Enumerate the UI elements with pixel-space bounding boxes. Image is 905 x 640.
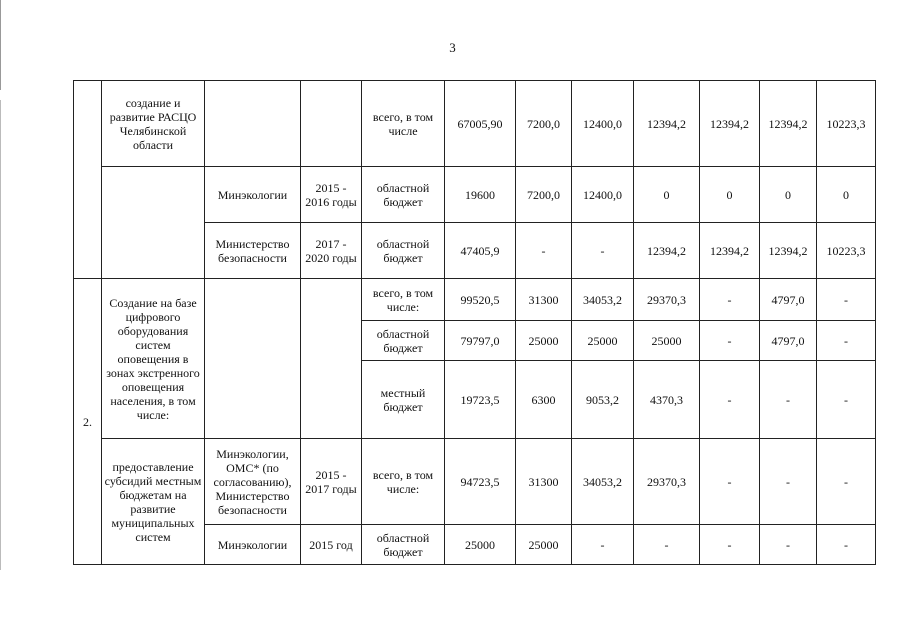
source-cell: всего, в том числе	[362, 81, 445, 167]
value-cell: -	[760, 525, 817, 565]
value-cell: -	[572, 525, 634, 565]
measure-cell: создание и развитие РАСЦО Челябинской области	[102, 81, 205, 167]
value-cell: 9053,2	[572, 361, 634, 439]
value-cell: -	[700, 279, 760, 321]
value-cell: 29370,3	[634, 279, 700, 321]
value-cell: 0	[760, 167, 817, 223]
value-cell: -	[817, 321, 876, 361]
value-cell: 12400,0	[572, 81, 634, 167]
table-row	[74, 167, 876, 223]
value-cell: -	[817, 439, 876, 525]
value-cell: -	[700, 439, 760, 525]
value-cell: 4370,3	[634, 361, 700, 439]
value-total-cell: 67005,90	[445, 81, 516, 167]
period-cell: 2017 - 2020 годы	[301, 223, 362, 279]
value-cell: 34053,2	[572, 439, 634, 525]
value-cell: -	[634, 525, 700, 565]
executor-cell-empty	[205, 279, 301, 439]
value-cell: 10223,3	[817, 81, 876, 167]
source-cell: всего, в том числе:	[362, 279, 445, 321]
value-cell: 7200,0	[516, 81, 572, 167]
period-cell: 2015 - 2017 годы	[301, 439, 362, 525]
value-cell: -	[700, 321, 760, 361]
value-cell: -	[760, 361, 817, 439]
value-cell: -	[516, 223, 572, 279]
row-number-cell: 2.	[74, 279, 102, 565]
table-row	[74, 279, 876, 321]
period-cell: 2015 год	[301, 525, 362, 565]
executor-cell: Министерство безопасности	[205, 223, 301, 279]
period-cell-empty	[301, 279, 362, 439]
table-row	[74, 439, 876, 525]
value-cell: 25000	[516, 321, 572, 361]
value-cell: 25000	[572, 321, 634, 361]
value-cell: -	[572, 223, 634, 279]
measure-cell: предоставление субсидий местным бюджетам на развитие муниципальных систем	[102, 439, 205, 565]
value-cell: 4797,0	[760, 279, 817, 321]
value-cell: -	[817, 525, 876, 565]
value-cell: -	[817, 279, 876, 321]
value-cell: 10223,3	[817, 223, 876, 279]
value-cell: 25000	[634, 321, 700, 361]
value-cell: 6300	[516, 361, 572, 439]
value-cell: 7200,0	[516, 167, 572, 223]
value-cell: 12394,2	[760, 223, 817, 279]
value-total-cell: 19600	[445, 167, 516, 223]
value-cell: -	[700, 525, 760, 565]
value-cell: 12394,2	[634, 223, 700, 279]
value-cell: 31300	[516, 439, 572, 525]
page-edge-shadow-lower	[0, 100, 1, 570]
table-row	[74, 81, 876, 167]
source-cell: областной бюджет	[362, 167, 445, 223]
value-cell: 12394,2	[700, 223, 760, 279]
value-cell: 25000	[516, 525, 572, 565]
value-total-cell: 25000	[445, 525, 516, 565]
executor-cell	[205, 81, 301, 167]
value-cell: 0	[817, 167, 876, 223]
value-total-cell: 19723,5	[445, 361, 516, 439]
value-cell: 0	[634, 167, 700, 223]
value-total-cell: 99520,5	[445, 279, 516, 321]
value-cell: 4797,0	[760, 321, 817, 361]
period-cell: 2015 - 2016 годы	[301, 167, 362, 223]
value-cell: 34053,2	[572, 279, 634, 321]
page-number: 3	[449, 40, 456, 55]
value-cell: 12394,2	[760, 81, 817, 167]
measure-cell: Создание на базе цифрового оборудования систем оповещения в зонах экстренного оповещения населения, в том числе:	[102, 279, 205, 439]
value-total-cell: 79797,0	[445, 321, 516, 361]
value-cell: -	[700, 361, 760, 439]
value-cell: 31300	[516, 279, 572, 321]
executor-cell: Минэкологии	[205, 525, 301, 565]
executor-cell: Минэкологии, ОМС* (по согласованию), Министерство безопасности	[205, 439, 301, 525]
value-cell: 0	[700, 167, 760, 223]
value-total-cell: 94723,5	[445, 439, 516, 525]
value-cell: 12394,2	[700, 81, 760, 167]
value-cell: 12400,0	[572, 167, 634, 223]
value-cell: 29370,3	[634, 439, 700, 525]
source-cell: областной бюджет	[362, 525, 445, 565]
period-cell	[301, 81, 362, 167]
row-number-cell	[74, 81, 102, 279]
executor-cell: Минэкологии	[205, 167, 301, 223]
value-cell: 12394,2	[634, 81, 700, 167]
source-cell: всего, в том числе:	[362, 439, 445, 525]
value-cell: -	[760, 439, 817, 525]
value-total-cell: 47405,9	[445, 223, 516, 279]
program-measures-table	[73, 80, 876, 565]
value-cell: -	[817, 361, 876, 439]
source-cell: областной бюджет	[362, 321, 445, 361]
source-cell: областной бюджет	[362, 223, 445, 279]
measure-cell-empty	[102, 167, 205, 279]
source-cell: местный бюджет	[362, 361, 445, 439]
